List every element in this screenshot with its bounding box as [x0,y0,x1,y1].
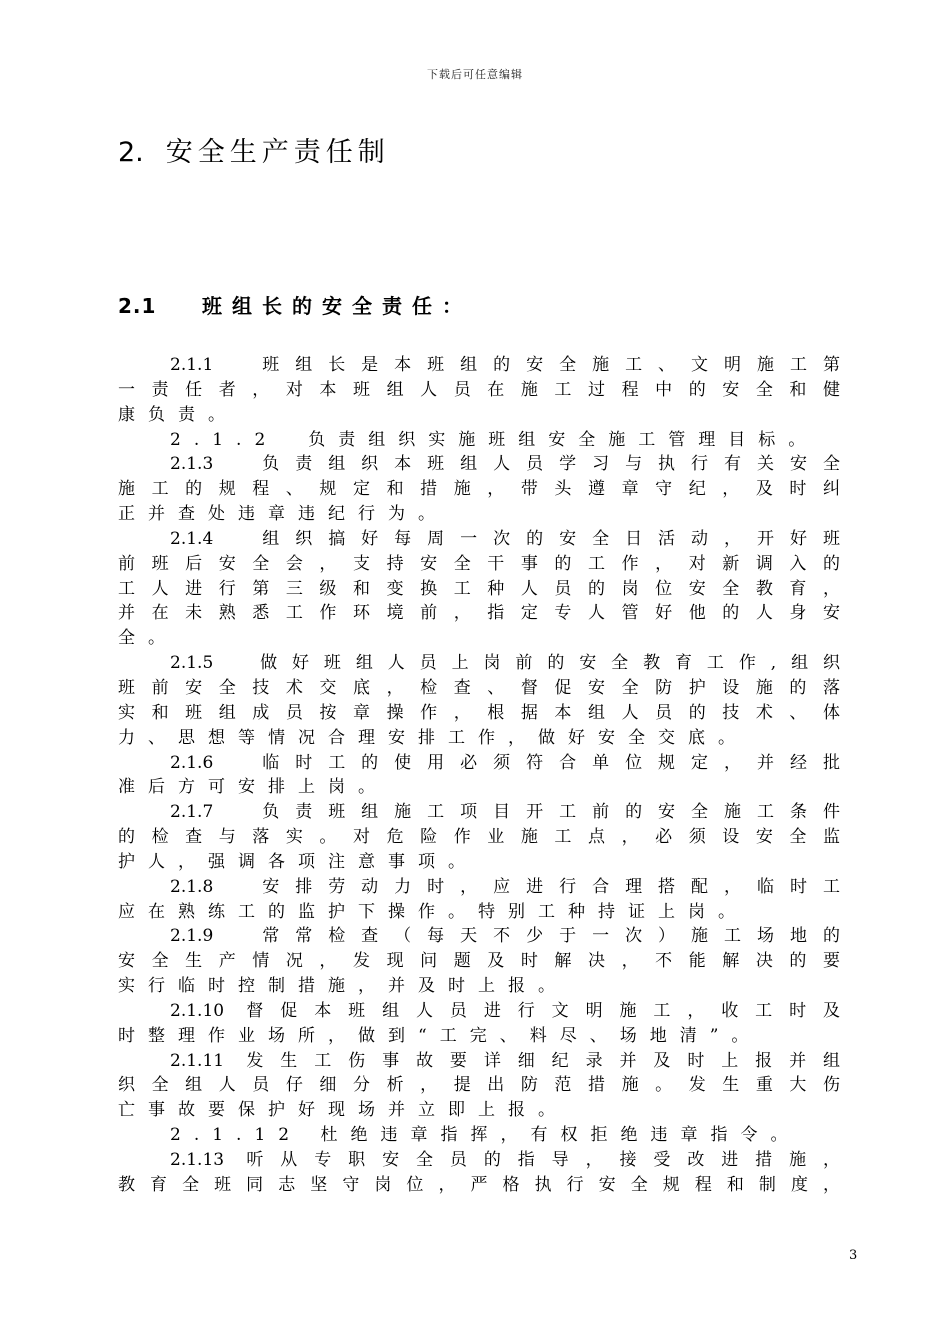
paragraph-line: 并在未熟悉工作环境前，指定专人管好他的人身安 [118,603,840,624]
paragraph-line: 施工的规程、规定和措施，带头遵章守纪，及时纠 [118,479,840,500]
paragraph-line: 应在熟练工的监护下操作。特别工种持证上岗。 [118,901,748,922]
paragraph-line: 一责任者，对本班组人员在施工过程中的安全和健 [118,379,840,400]
paragraph-line: 2.1.11 发生工伤事故要详细纪录并及时上报并组 [170,1050,840,1071]
paragraph-line: 2.1.1 班组长是本班组的安全施工、文明施工第 [170,355,840,375]
paragraph [118,527,840,651]
paragraph-line: 全。 [118,628,178,649]
paragraph-line: 2.1.2 负责组织实施班组安全施工管理目标。 [170,429,819,450]
paragraph-line: 力、思想等情况合理安排工作，做好安全交底。 [118,727,748,748]
paragraph-line: 2.1.8 安排劳动力时，应进行合理搭配，临时工 [170,876,840,897]
paragraph [118,875,840,925]
paragraph-line: 2.1.12 杜绝违章指挥，有权拒绝违章指令。 [170,1125,801,1146]
paragraph-line: 的检查与落实。对危险作业施工点，必须设安全监 [118,827,840,848]
page-number: 3 [849,1248,858,1263]
paragraph-line: 教育全班同志坚守岗位，严格执行安全规程和制度， [118,1174,840,1195]
chapter-title [118,130,390,169]
paragraph-line: 实行临时控制措施，并及时上报。 [118,976,568,997]
header-note: 下载后可任意编辑 [427,68,523,81]
document-body [118,353,840,1198]
paragraph-line: 织全组人员仔细分析，提出防范措施。发生重大伤 [118,1075,840,1096]
chapter-number: 2. [118,137,144,168]
paragraph-line: 亡事故要保护好现场并立即上报。 [118,1100,568,1121]
paragraph-line: 2.1.3 负责组织本班组人员学习与执行有关安全 [170,454,840,475]
paragraph-line: 工人进行第三级和变换工种人员的岗位安全教育， [118,578,840,599]
paragraph-line: 康负责。 [118,404,238,425]
paragraph [118,800,840,875]
section-title-text: 班组长的安全责任： [202,294,472,318]
section-number: 2.1 [118,294,157,318]
paragraph-line: 2.1.9 常常检查（每天不少于一次）施工场地的 [170,926,840,947]
paragraph-line: 2.1.4 组织搞好每周一次的安全日活动，开好班 [170,528,840,549]
paragraph [118,1148,840,1198]
paragraph-line: 前班后安全会，支持安全干事的工作，对新调入的 [118,553,840,574]
paragraph-line: 准后方可安排上岗。 [118,777,388,798]
paragraph [118,1049,840,1124]
paragraph [118,428,840,453]
paragraph [118,353,840,428]
paragraph-line: 正并查处违章违纪行为。 [118,504,448,525]
paragraph [118,924,840,999]
paragraph-line: 2.1.13 听从专职安全员的指导，接受改进措施， [170,1150,840,1170]
paragraph [118,452,840,527]
paragraph-line: 时整理作业场所，做到“工完、料尽、场地清”。 [118,1025,762,1046]
paragraph-line: 2.1.6 临时工的使用必须符合单位规定，并经批 [170,752,840,773]
paragraph [118,651,840,750]
section-title [118,290,472,319]
chapter-title-text: 安全生产责任制 [165,137,390,168]
paragraph-line: 护人，强调各项注意事项。 [118,851,478,872]
paragraph [118,999,840,1049]
paragraph-line: 安全生产情况，发现问题及时解决，不能解决的要 [118,951,840,972]
paragraph-line: 实和班组成员按章操作，根据本组人员的技术、体 [118,702,840,723]
paragraph [118,751,840,801]
paragraph [118,1123,840,1148]
paragraph-line: 2.1.10 督促本班组人员进行文明施工，收工时及 [170,1000,840,1021]
paragraph-line: 2.1.7 负责班组施工项目开工前的安全施工条件 [170,802,840,823]
paragraph-line: 班前安全技术交底，检查、督促安全防护设施的落 [118,677,840,698]
paragraph-line: 2.1.5 做好班组人员上岗前的安全教育工作,组织 [170,653,840,674]
